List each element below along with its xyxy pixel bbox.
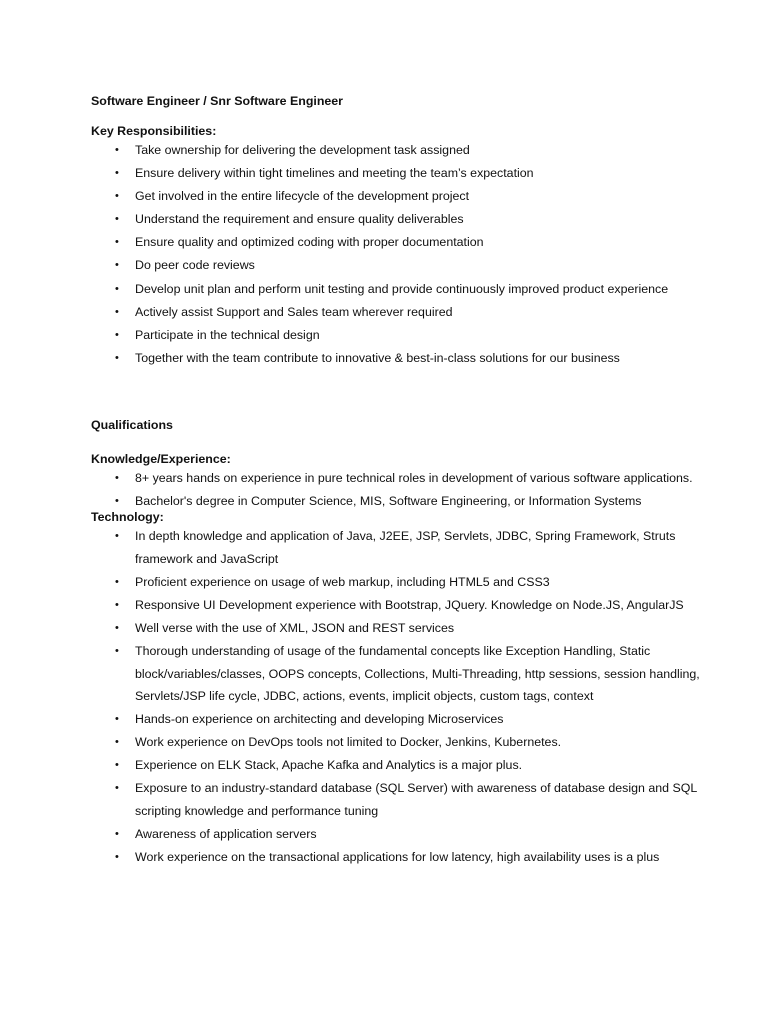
list-item-text: Take ownership for delivering the development task assigned	[135, 143, 470, 157]
bullet-icon: •	[115, 782, 119, 795]
list-item	[91, 594, 708, 617]
list-item	[91, 278, 708, 301]
list-item	[91, 231, 708, 254]
list-item-text: Do peer code reviews	[135, 258, 255, 273]
bullet-icon: •	[115, 736, 119, 749]
bullet-icon: •	[115, 471, 119, 484]
bullet-icon: •	[115, 167, 119, 180]
list-item-text: Exposure to an industry-standard database (SQL Server) with awareness of database design and SQL scripting knowledge and performance tuning	[135, 781, 697, 818]
responsibilities-list	[91, 139, 708, 369]
list-item-text: Ensure delivery within tight timelines and meeting the team’s expectation	[135, 166, 534, 181]
bullet-icon: •	[115, 827, 119, 840]
list-item-text: In depth knowledge and application of Java, J2EE, JSP, Servlets, JDBC, Spring Framework, Struts framework and JavaScript	[135, 529, 676, 566]
list-item-text: Together with the team contribute to innovative & best-in-class solutions for our business	[135, 350, 620, 365]
bullet-icon: •	[115, 351, 119, 364]
list-item	[91, 640, 708, 708]
list-item	[91, 823, 708, 846]
bullet-icon: •	[115, 144, 119, 156]
list-item	[91, 708, 708, 731]
list-item	[91, 731, 708, 754]
list-item	[91, 754, 708, 777]
bullet-icon: •	[115, 713, 119, 726]
list-item	[91, 139, 708, 162]
bullet-icon: •	[115, 645, 119, 657]
list-item-text: Well verse with the use of XML, JSON and REST services	[135, 620, 455, 635]
bullet-icon: •	[115, 282, 119, 295]
technology-list	[91, 525, 708, 868]
bullet-icon: •	[115, 759, 119, 772]
list-item-text: Work experience on DevOps tools not limited to Docker, Jenkins, Kubernetes.	[135, 735, 562, 750]
list-item-text: Responsive UI Development experience with Bootstrap, JQuery. Knowledge on Node.JS, AngularJS	[135, 597, 684, 612]
bullet-icon: •	[115, 530, 119, 543]
list-item-text: Hands-on experience on architecting and developing Microservices	[135, 712, 504, 727]
list-item	[91, 347, 708, 370]
bullet-icon: •	[115, 328, 119, 341]
bullet-icon: •	[115, 213, 119, 226]
list-item-text: Work experience on the transactional applications for low latency, high availability uses is a plus	[135, 850, 660, 865]
list-item	[91, 185, 708, 208]
bullet-icon: •	[115, 598, 119, 611]
list-item-text: 8+ years hands on experience in pure technical roles in development of various software applications.	[135, 470, 693, 485]
bullet-icon: •	[115, 190, 119, 203]
list-item	[91, 254, 708, 277]
list-item	[91, 846, 708, 869]
bullet-icon: •	[115, 259, 119, 272]
list-item	[91, 208, 708, 231]
qualifications-heading: Qualifications	[91, 417, 173, 432]
bullet-icon: •	[115, 495, 119, 508]
list-item-text: Proficient experience on usage of web markup, including HTML5 and CSS3	[135, 574, 550, 589]
bullet-icon: •	[115, 236, 119, 249]
knowledge-experience-list	[91, 467, 708, 513]
list-item	[91, 490, 708, 513]
bullet-icon: •	[115, 621, 119, 634]
list-item-text: Participate in the technical design	[135, 327, 320, 342]
list-item-text: Ensure quality and optimized coding with proper documentation	[135, 235, 484, 250]
bullet-icon: •	[115, 575, 119, 588]
bullet-icon: •	[115, 305, 119, 318]
bullet-icon: •	[115, 851, 119, 864]
list-item	[91, 467, 708, 490]
list-item	[91, 162, 708, 185]
list-item	[91, 777, 708, 822]
list-item	[91, 571, 708, 594]
technology-heading: Technology:	[91, 510, 164, 525]
list-item	[91, 324, 708, 347]
list-item-text: Understand the requirement and ensure quality deliverables	[135, 212, 464, 227]
list-item-text: Bachelor's degree in Computer Science, MIS, Software Engineering, or Information Systems	[135, 494, 642, 509]
document-title: Software Engineer / Snr Software Engineer	[91, 94, 343, 108]
list-item-text: Actively assist Support and Sales team wherever required	[135, 304, 453, 319]
list-item	[91, 301, 708, 324]
list-item	[91, 617, 708, 640]
list-item	[91, 525, 708, 570]
list-item-text: Get involved in the entire lifecycle of the development project	[135, 189, 470, 204]
list-item-text: Thorough understanding of usage of the fundamental concepts like Exception Handling, Static block/variables/classes, OOPS concepts, Collections, Multi-Threading, http sessions, session handling, Servlets/JSP life cycle, JDBC, actions, events, implicit objects, custom tags, context	[135, 644, 700, 703]
responsibilities-heading: Key Responsibilities:	[91, 124, 217, 138]
list-item-text: Experience on ELK Stack, Apache Kafka and Analytics is a major plus.	[135, 758, 523, 773]
list-item-text: Develop unit plan and perform unit testing and provide continuously improved product experience	[135, 281, 669, 296]
knowledge-experience-heading: Knowledge/Experience:	[91, 451, 231, 466]
list-item-text: Awareness of application servers	[135, 826, 317, 841]
